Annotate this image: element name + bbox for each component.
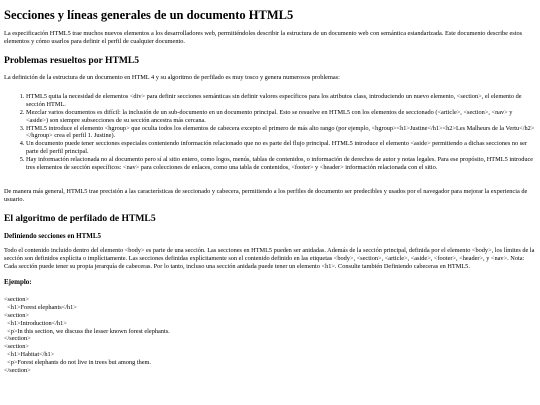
summary-paragraph: De manera más general, HTML5 trae precisión a las características de seccionado y cabecera, permitiendo a los perfiles de documento ser predecibles y usados por el navegador para mejorar la experiencia de usuario. [4,188,528,204]
page-title: Secciones y líneas generales de un documento HTML5 [4,8,294,22]
list-item: 4. Un documento puede tener secciones especiales conteniendo información relacionado que no es parte del flujo principal. HTML5 introduce el elemento <aside> permitiendo a dichas secciones no ser parte del perfil principal. [26,140,536,156]
list-item: 1. HTML5 quita la necesidad de elementos <div> para definir secciones semánticas sin definir valores específicos para los atributos class, introduciendo un nuevo elemento, <section>, el elemento de sección HTML. [26,93,536,109]
example-heading: Ejemplo: [4,278,32,287]
intro-paragraph: La especificación HTML5 trae muchos nuevos elementos a los desarrolladores web, permitiéndoles describir la estructura de un documento web con semántica estandarizada. Este documento describe estos elementos y cómo usarlos para definir el perfil de cualquier documento. [4,30,523,45]
list-item: 5. Hay información relacionada no al documento pero sí al sitio entero, como logos, menús, tablas de contenidos, o información de derechos de autor y notas legales. Para ese propósito, HTML5 introduce tres elementos de sección específicos: <nav> para colecciones de enlaces, como una tabla de contenidos, <footer> y <header> información relacionada con el sitio. [26,156,536,172]
algorithm-heading: El algoritmo de perfilado de HTML5 [4,212,156,224]
problems-heading: Problemas resueltos por HTML5 [4,54,140,66]
code-example: <section> <h1>Forest elephants</h1> <section> <h1>Introduction</h1> <p>In this section, we discuss the lesser known forest elephants. </section> <section> <h1>Habitat</h1> <p>Forest elephants do not live in trees but among them. </section> [4,296,170,374]
sections-subheading: Definiendo secciones en HTML5 [4,231,102,240]
list-item: 3. HTML5 introduce el elemento <hgroup> que oculta todos los elementos de cabecera excepto el primero de más alto rango (por ejemplo, <hgroup><h1>Justine</h1><h2>Les Malheurs de la Vertu</h2></hgroup> crea el perfil 1. Justine). [26,125,536,141]
problems-list [4,93,536,171]
list-item: 2. Mezclar varios documentos es difícil: la inclusión de un sub-documento en un documento principal. Esto se resuelve en HTML5 con los elementos de seccionado (<article>, <section>, <nav> y <aside>) son siempre subsecciones de su sección ancestra más cercana. [26,109,536,125]
sections-paragraph: Todo el contenido incluido dentro del elemento <body> es parte de una sección. Las secciones en HTML5 pueden ser anidadas. Además de la sección principal, definida por el elemento <body>, los límites de la sección son definidos explícita o implícitamente. Las secciones definidas explícitamente son el contenido definido en las etiquetas <body>, <section>, <article>, <aside>, <footer>, <header>, y <nav>. Nota: Cada sección puede tener su propia jerarquía de cabeceras. Por lo tanto, incluso una sección anidada puede tener un elemento <h1>. Consulte también Definiendo cabeceras en HTML5. [4,246,535,270]
problems-intro: La definición de la estructura de un documento en HTML 4 y su algoritmo de perfilado es muy tosco y genera numerosos problemas: [4,73,340,81]
